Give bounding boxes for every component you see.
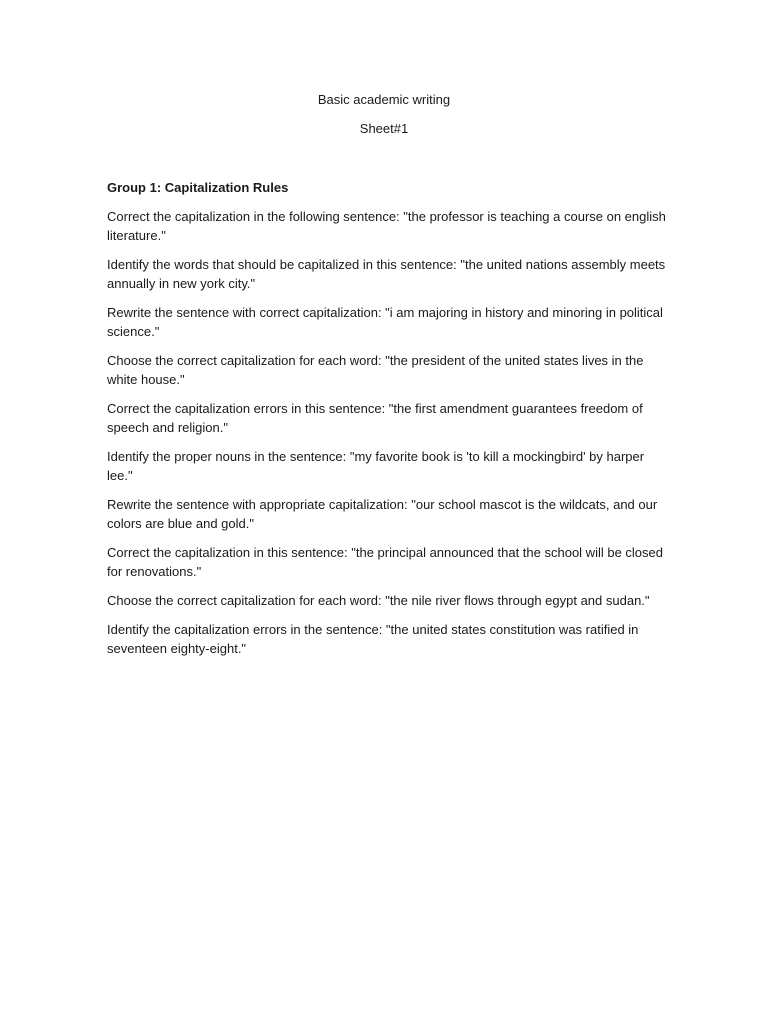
question-item: Identify the capitalization errors in the sentence: "the united states constitution was ratified in seventeen eighty-eight."	[107, 622, 639, 656]
group-heading: Group 1: Capitalization Rules	[107, 180, 289, 195]
question-item: Choose the correct capitalization for each word: "the nile river flows through egypt and sudan."	[107, 593, 650, 608]
question-item: Correct the capitalization errors in this sentence: "the first amendment guarantees freedom of speech and religion."	[107, 401, 643, 435]
document-subtitle: Sheet#1	[359, 121, 409, 136]
document-title: Basic academic writing	[317, 92, 451, 107]
question-item: Correct the capitalization in this sentence: "the principal announced that the school will be closed for renovations."	[107, 545, 663, 579]
question-item: Identify the words that should be capitalized in this sentence: "the united nations assembly meets annually in new york city."	[107, 257, 666, 291]
question-item: Correct the capitalization in the following sentence: "the professor is teaching a course on english literature."	[107, 209, 666, 243]
question-item: Choose the correct capitalization for each word: "the president of the united states lives in the white house."	[107, 353, 644, 387]
question-item: Rewrite the sentence with appropriate capitalization: "our school mascot is the wildcats, and our colors are blue and gold."	[107, 497, 658, 531]
document-body	[107, 178, 667, 668]
question-item: Identify the proper nouns in the sentence: "my favorite book is 'to kill a mockingbird' by harper lee."	[107, 449, 645, 483]
question-item: Rewrite the sentence with correct capitalization: "i am majoring in history and minoring in political science."	[107, 305, 663, 339]
